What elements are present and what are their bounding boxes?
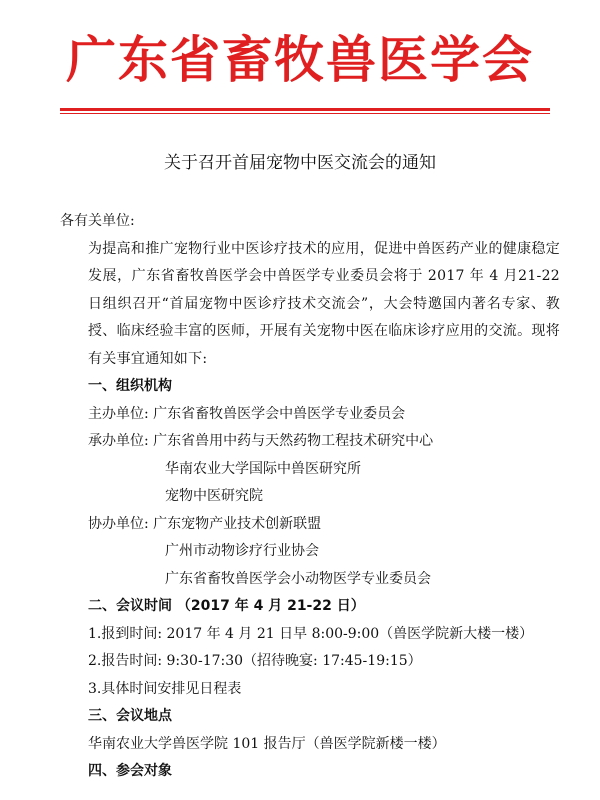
coorganizer-row xyxy=(60,511,560,539)
host-row xyxy=(60,401,560,429)
organizer-row xyxy=(60,428,560,456)
organizer-item: 华南农业大学国际中兽医研究所 xyxy=(165,460,361,477)
coorganizer-item: 广州市动物诊疗行业协会 xyxy=(165,543,319,559)
time-item: 1.报到时间: 2017 年 4 月 21 日早 8:00-9:00（兽医学院新大楼一楼） xyxy=(88,625,534,642)
intro-paragraph: 为提高和推广宠物行业中医诊疗技术的应用，促进中兽医药产业的健康稳定发展，广东省畜牧兽医学会中兽医学专业委员会将于 2017 年 4 月21-22 日组织召开“首届宠物中医诊疗技术交流会”，大会特邀国内著名专家、教授、临床经验丰富的医师，开展有关宠物中医在临床诊疗应用的交流。现将有关事宜通知如下: xyxy=(88,240,560,367)
salutation: 各有关单位: xyxy=(60,213,135,229)
section-heading-venue: 三、会议地点 xyxy=(88,708,172,724)
time-item: 2.报告时间: 9:30-17:30（招待晚宴: 17:45-19:15） xyxy=(88,653,422,669)
organizer-item: 宠物中医研究院 xyxy=(165,488,263,504)
time-item: 3.具体时间安排见日程表 xyxy=(88,680,242,697)
host-label: 主办单位: xyxy=(88,405,149,422)
organizer-label: 承办单位: xyxy=(88,433,149,449)
venue-text: 华南农业大学兽医学院 101 报告厅（兽医学院新楼一楼） xyxy=(88,735,446,752)
document-body xyxy=(60,208,560,786)
section-heading-time: 二、会议时间 （2017 年 4 月 21-22 日） xyxy=(88,598,365,614)
section-heading-organization: 一、组织机构 xyxy=(88,378,172,394)
section-heading-attendees: 四、参会对象 xyxy=(88,763,172,779)
document-title: 关于召开首届宠物中医交流会的通知 xyxy=(164,153,436,173)
letterhead-org-name: 广东省畜牧兽医学会 xyxy=(66,30,534,89)
coorganizer-item: 广东省畜牧兽医学会小动物医学专业委员会 xyxy=(165,570,431,587)
coorganizer-value: 广东宠物产业技术创新联盟 xyxy=(153,515,322,532)
letterhead-rule-thick xyxy=(60,108,550,111)
organizer-value: 广东省兽用中药与天然药物工程技术研究中心 xyxy=(153,433,434,449)
letterhead-rule-thin xyxy=(60,113,550,114)
host-value: 广东省畜牧兽医学会中兽医学专业委员会 xyxy=(153,405,406,422)
coorganizer-label: 协办单位: xyxy=(88,515,149,532)
